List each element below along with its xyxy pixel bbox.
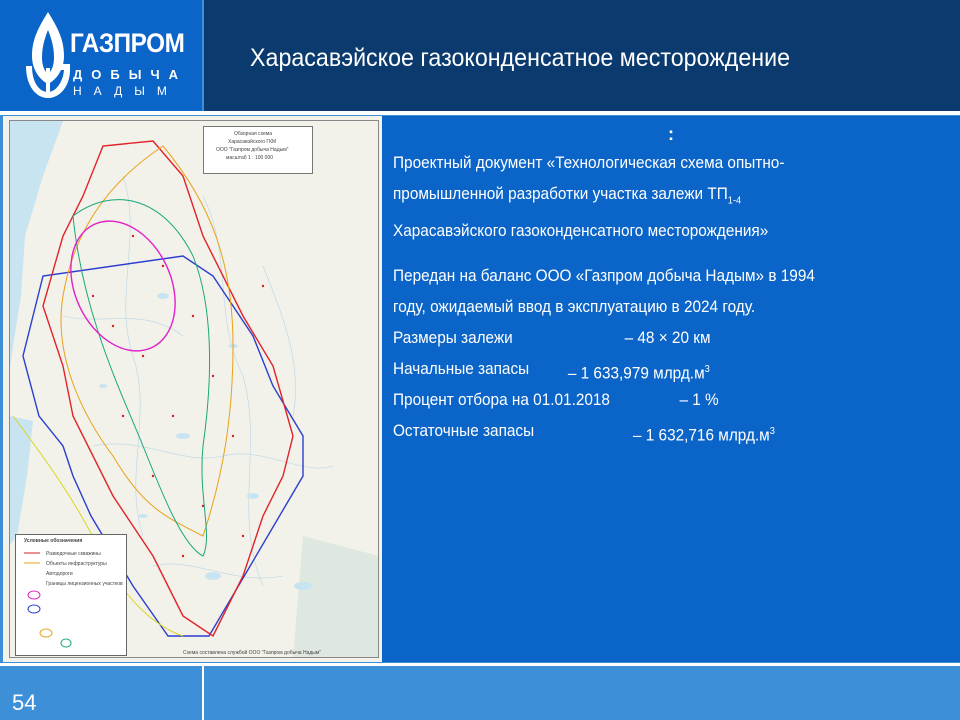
initial-reserves-row (393, 354, 960, 385)
map-title-box (203, 126, 313, 174)
legend-title: Условные обозначения (24, 538, 83, 544)
rate-row (393, 385, 960, 416)
panel-heading: : (668, 124, 674, 144)
map-footer-note: Схема составлена службой ООО "Газпром добыча Надым" (183, 650, 322, 656)
project-document-text (393, 148, 960, 247)
legend-item: Автодороги (46, 571, 73, 577)
project-doc-line-1: Проектный документ «Технологическая схема опытно- (393, 154, 785, 172)
transfer-line-2: году, ожидаемый ввод в эксплуатацию в 2024 году. (393, 298, 756, 316)
residual-reserves-label: Остаточные запасы (393, 422, 535, 440)
info-panel (382, 116, 960, 662)
page-number: 54 (12, 690, 37, 715)
field-facts (393, 261, 960, 447)
logo-subline: ДОБЫЧА (73, 67, 187, 82)
map-legend (15, 534, 127, 656)
map-title-line: масштаб 1 : 100 000 (226, 155, 274, 161)
rate-value: – 1 % (679, 391, 719, 409)
rate-label: Процент отбора на 01.01.2018 (393, 391, 610, 409)
size-row (393, 323, 960, 354)
header-divider (0, 111, 960, 115)
project-doc-line-3: Харасавэйского газоконденсатного месторождения» (393, 222, 769, 241)
residual-reserves-row (393, 416, 960, 447)
map-title-line: Обзорная схема (234, 131, 273, 137)
cubic-superscript: 3 (769, 426, 775, 437)
legend-item: Объекты инфраструктуры (46, 561, 107, 567)
cubic-superscript: 3 (704, 364, 710, 375)
title-bar (204, 0, 960, 111)
transfer-line-1: Передан на баланс ООО «Газпром добыча Надым» в 1994 (393, 267, 815, 285)
legend-symbols (16, 535, 126, 655)
project-doc-line-2 (393, 179, 960, 216)
project-doc-line-2-text: промышленной разработки участка залежи ТП (393, 185, 728, 203)
size-value: – 48 × 20 км (624, 329, 711, 347)
size-label: Размеры залежи (393, 329, 513, 347)
company-logo (0, 0, 202, 111)
flame-logo-icon (18, 8, 78, 103)
logo-wordmark: ГАЗПРОМ (70, 28, 185, 58)
footer-bar (0, 666, 960, 720)
page-title: Харасавэйское газоконденсатное месторождение (250, 44, 791, 72)
residual-reserves-number: – 1 632,716 млрд.м (632, 426, 770, 445)
logo-subline-2: НАДЫМ (73, 84, 179, 98)
map-title-line: Харасавэйского ГКМ (228, 139, 277, 145)
initial-reserves-label: Начальные запасы (393, 360, 530, 378)
residual-reserves-value (633, 416, 775, 452)
initial-reserves-number: – 1 633,979 млрд.м (567, 364, 705, 383)
map-title-line: ООО "Газпром добыча Надым" (216, 147, 289, 153)
legend-item: Разведочные скважины (46, 551, 101, 557)
layer-subscript: 1-4 (727, 195, 742, 207)
footer-vertical-divider (202, 663, 204, 720)
legend-item: Границы лицензионных участков (46, 581, 123, 587)
field-map (3, 116, 382, 662)
